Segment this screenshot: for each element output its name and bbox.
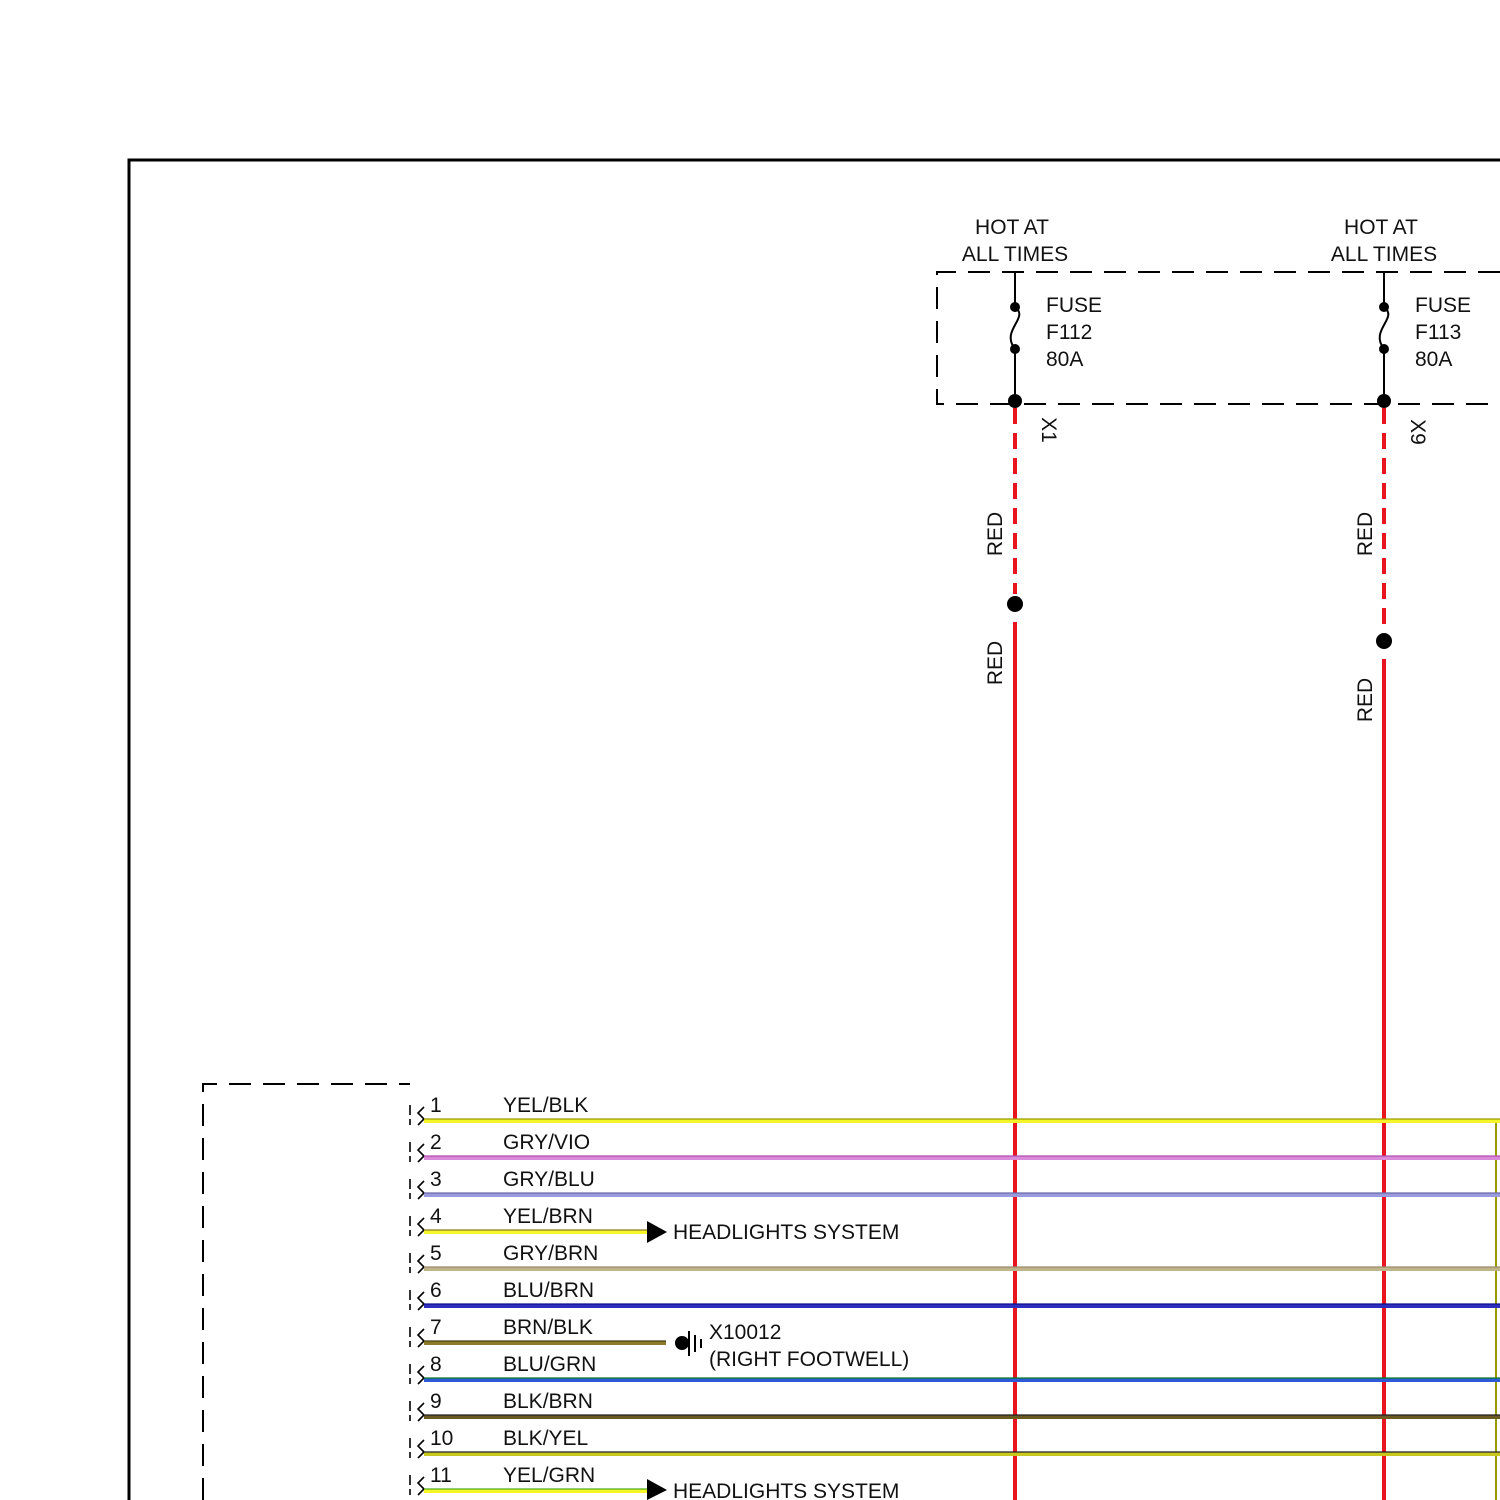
pin-number: 3 (430, 1168, 442, 1191)
pin-number: 9 (430, 1390, 442, 1413)
pin4-destination-label: HEADLIGHTS SYSTEM (673, 1221, 900, 1244)
pin-number: 5 (430, 1242, 442, 1265)
fuse-f112-hot-label-2: ALL TIMES (961, 243, 1069, 266)
connector-cavity-icon (410, 1253, 424, 1273)
fuse-f112-hot-label-1: HOT AT (975, 216, 1049, 239)
pin-wire-color-label: BLK/BRN (503, 1390, 593, 1413)
connector-cavity-icon (410, 1179, 424, 1199)
fuse-f113-symbol (1380, 307, 1389, 349)
pin-wire-color-label: BRN/BLK (503, 1316, 593, 1339)
connector-cavity-icon (410, 1401, 424, 1421)
pin-wire-color-label: GRY/VIO (503, 1131, 591, 1154)
fuse-f113-rating: 80A (1415, 348, 1453, 371)
fuse-f112-connector-node (1008, 394, 1022, 408)
connector-cavity-icon (410, 1142, 424, 1162)
fuse-f113-hot-label-1: HOT AT (1344, 216, 1418, 239)
f113-red-wire-label-upper: RED (1354, 511, 1377, 557)
pin-wire-color-label: GRY/BRN (503, 1242, 599, 1265)
connector-cavity-icon (410, 1438, 424, 1458)
connector-cavity-icon (410, 1105, 424, 1125)
pin-number: 7 (430, 1316, 442, 1339)
pin4-arrow-icon (647, 1221, 667, 1243)
pin-number: 2 (430, 1131, 442, 1154)
f112-splice-node (1007, 596, 1023, 612)
pin-number: 11 (430, 1464, 452, 1487)
ground-icon (675, 1331, 701, 1356)
pin-wire-color-label: YEL/GRN (503, 1464, 596, 1487)
f112-red-wire-label-lower: RED (984, 640, 1007, 686)
connector-x1-label: X1 (1037, 417, 1060, 443)
fuse-f112-symbol (1011, 307, 1020, 349)
pin-number: 10 (430, 1427, 454, 1450)
connector-cavity-icon (410, 1475, 424, 1495)
connector-pins-group (410, 1094, 1500, 1495)
module-outline (203, 1084, 410, 1500)
ground-id-label: X10012 (709, 1321, 782, 1344)
connector-cavity-icon (410, 1327, 424, 1347)
pin-number: 8 (430, 1353, 442, 1376)
pin-number: 6 (430, 1279, 442, 1302)
pin-wire-color-label: GRY/BLU (503, 1168, 595, 1191)
f113-splice-node (1376, 633, 1392, 649)
fuse-f112-label: FUSE (1046, 294, 1103, 317)
f113-red-wire-label-lower: RED (1354, 677, 1377, 723)
pin-wire-color-label: YEL/BLK (503, 1094, 589, 1117)
connector-cavity-icon (410, 1216, 424, 1236)
pin-wire-color-label: BLK/YEL (503, 1427, 589, 1450)
fuse-f113-connector-node (1377, 394, 1391, 408)
fuse-f112-group (962, 216, 1102, 443)
fuse-f112-rating: 80A (1046, 348, 1084, 371)
fuse-f113-label: FUSE (1415, 294, 1472, 317)
ground-location-label: (RIGHT FOOTWELL) (709, 1348, 910, 1371)
fuse-f113-group (1331, 216, 1471, 445)
pin11-arrow-icon (647, 1479, 667, 1500)
fuse-f112-id: F112 (1046, 321, 1093, 344)
connector-x9-label: X9 (1406, 419, 1429, 445)
f112-red-wire-label-upper: RED (984, 511, 1007, 557)
pin-number: 1 (430, 1094, 442, 1117)
diagram-frame (129, 160, 1500, 1500)
pin-wire-color-label: BLU/GRN (503, 1353, 597, 1376)
pin-wire-color-label: YEL/BRN (503, 1205, 593, 1228)
pin11-destination-label: HEADLIGHTS SYSTEM (673, 1480, 900, 1500)
pin-wire-color-label: BLU/BRN (503, 1279, 595, 1302)
connector-cavity-icon (410, 1290, 424, 1310)
fuse-f113-hot-label-2: ALL TIMES (1330, 243, 1438, 266)
pin-number: 4 (430, 1205, 442, 1228)
connector-cavity-icon (410, 1364, 424, 1384)
fuse-f113-id: F113 (1415, 321, 1462, 344)
